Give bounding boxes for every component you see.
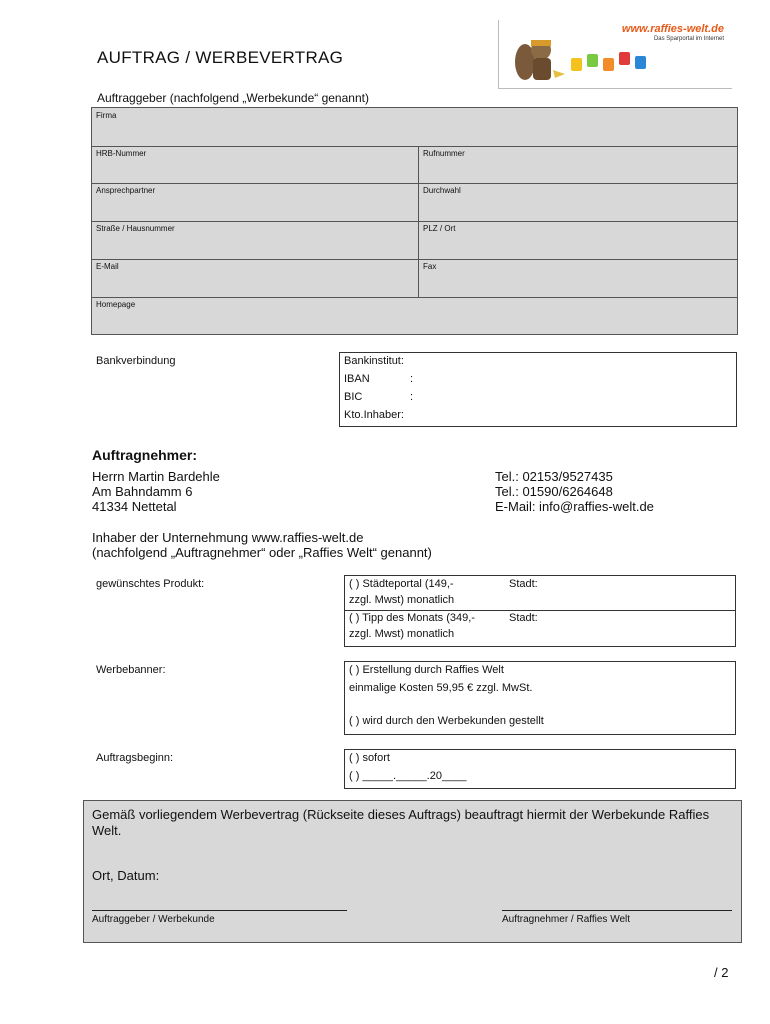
- form-row-email: [92, 259, 737, 298]
- banner-box: [344, 661, 736, 735]
- bic-label: BIC: [344, 391, 363, 403]
- contract-statement: Gemäß vorliegendem Werbevertrag (Rückseite dieses Auftrags) beauftragt hiermit der Werbekunde Raffies Welt.: [92, 807, 710, 838]
- rufnummer-label: Rufnummer: [423, 149, 465, 158]
- signature-box: [83, 800, 742, 943]
- contractor-signature-line[interactable]: [502, 910, 732, 911]
- contractor-email: E-Mail: info@raffies-welt.de: [495, 499, 654, 514]
- mascot-squirrel-icon: [503, 30, 653, 86]
- product-opt2-line1[interactable]: ( ) Tipp des Monats (349,-: [349, 612, 475, 624]
- form-row-ansprechpartner: [92, 183, 737, 222]
- banner-opt1-line1[interactable]: ( ) Erstellung durch Raffies Welt: [349, 664, 504, 676]
- client-signature-line[interactable]: [92, 910, 347, 911]
- iban-label: IBAN: [344, 373, 370, 385]
- owner-line-2: (nachfolgend „Auftragnehmer“ oder „Raffies Welt“ genannt): [92, 545, 432, 560]
- durchwahl-label: Durchwahl: [423, 186, 461, 195]
- product-opt2-line2: zzgl. Mwst) monatlich: [349, 628, 455, 640]
- firma-label: Firma: [96, 111, 117, 120]
- fax-field[interactable]: [418, 259, 737, 297]
- iban-colon: :: [410, 373, 414, 385]
- contractor-name: Herrn Martin Bardehle: [92, 469, 220, 484]
- product-label: gewünschtes Produkt:: [96, 578, 205, 590]
- strasse-label: Straße / Hausnummer: [96, 224, 175, 233]
- form-row-homepage: [92, 297, 737, 334]
- logo-url-text: www.raffies-welt.de: [621, 23, 724, 35]
- bank-label: Bankverbindung: [96, 355, 176, 367]
- hrb-field[interactable]: [92, 146, 418, 183]
- bank-box[interactable]: [339, 352, 737, 427]
- plz-label: PLZ / Ort: [423, 224, 456, 233]
- banner-opt1-line2: einmalige Kosten 59,95 € zzgl. MwSt.: [349, 682, 533, 694]
- contractor-signature-caption: Auftragnehmer / Raffies Welt: [502, 914, 631, 925]
- form-row-hrb: [92, 146, 737, 184]
- product-opt1-line2: zzgl. Mwst) monatlich: [349, 594, 455, 606]
- strasse-field[interactable]: [92, 221, 418, 259]
- product-opt1-stadt: Stadt:: [509, 578, 538, 590]
- client-signature-caption: Auftraggeber / Werbekunde: [92, 914, 215, 925]
- homepage-field[interactable]: [92, 297, 737, 334]
- bank-institut-label: Bankinstitut:: [344, 355, 404, 367]
- start-label: Auftragsbeginn:: [96, 752, 174, 764]
- contractor-street: Am Bahndamm 6: [92, 484, 193, 499]
- owner-line-1: Inhaber der Unternehmung www.raffies-welt.de: [92, 530, 364, 545]
- email-field[interactable]: [92, 259, 418, 297]
- document-title: AUFTRAG / WERBEVERTRAG: [97, 48, 344, 67]
- product-divider: [345, 610, 735, 611]
- start-opt-date[interactable]: ( ) _____._____.20____: [349, 770, 467, 782]
- start-box: [344, 749, 736, 789]
- form-row-firma: [92, 108, 737, 147]
- fax-label: Fax: [423, 262, 437, 271]
- ansprechpartner-label: Ansprechpartner: [96, 186, 156, 195]
- client-heading: Auftraggeber (nachfolgend „Werbekunde“ genannt): [97, 91, 369, 105]
- plz-field[interactable]: [418, 221, 737, 259]
- rufnummer-field[interactable]: [418, 146, 737, 183]
- product-opt1-line1[interactable]: ( ) Städteportal (149,-: [349, 578, 454, 590]
- contractor-tel2: Tel.: 01590/6264648: [495, 484, 613, 499]
- logo-tagline: Das Sparportal im Internet: [653, 36, 724, 42]
- kto-inhaber-label: Kto.Inhaber:: [344, 409, 404, 421]
- email-label: E-Mail: [96, 262, 119, 271]
- place-date-label: Ort, Datum:: [92, 868, 160, 883]
- contractor-city: 41334 Nettetal: [92, 499, 177, 514]
- product-opt2-stadt: Stadt:: [509, 612, 538, 624]
- homepage-label: Homepage: [96, 300, 136, 309]
- start-opt-sofort[interactable]: ( ) sofort: [349, 752, 390, 764]
- product-box: [344, 575, 736, 647]
- ansprechpartner-field[interactable]: [92, 183, 418, 221]
- banner-opt2[interactable]: ( ) wird durch den Werbekunden gestellt: [349, 715, 544, 727]
- bic-colon: :: [410, 391, 414, 403]
- banner-label: Werbebanner:: [96, 664, 166, 676]
- hrb-label: HRB-Nummer: [96, 149, 147, 158]
- client-form: [91, 107, 738, 335]
- firma-field[interactable]: [92, 108, 737, 146]
- contractor-heading: Auftragnehmer:: [92, 447, 198, 463]
- page-number: / 2: [714, 965, 729, 980]
- form-row-strasse: [92, 221, 737, 260]
- contractor-tel1: Tel.: 02153/9527435: [495, 469, 613, 484]
- durchwahl-field[interactable]: [418, 183, 737, 221]
- raffies-welt-logo: [498, 20, 732, 89]
